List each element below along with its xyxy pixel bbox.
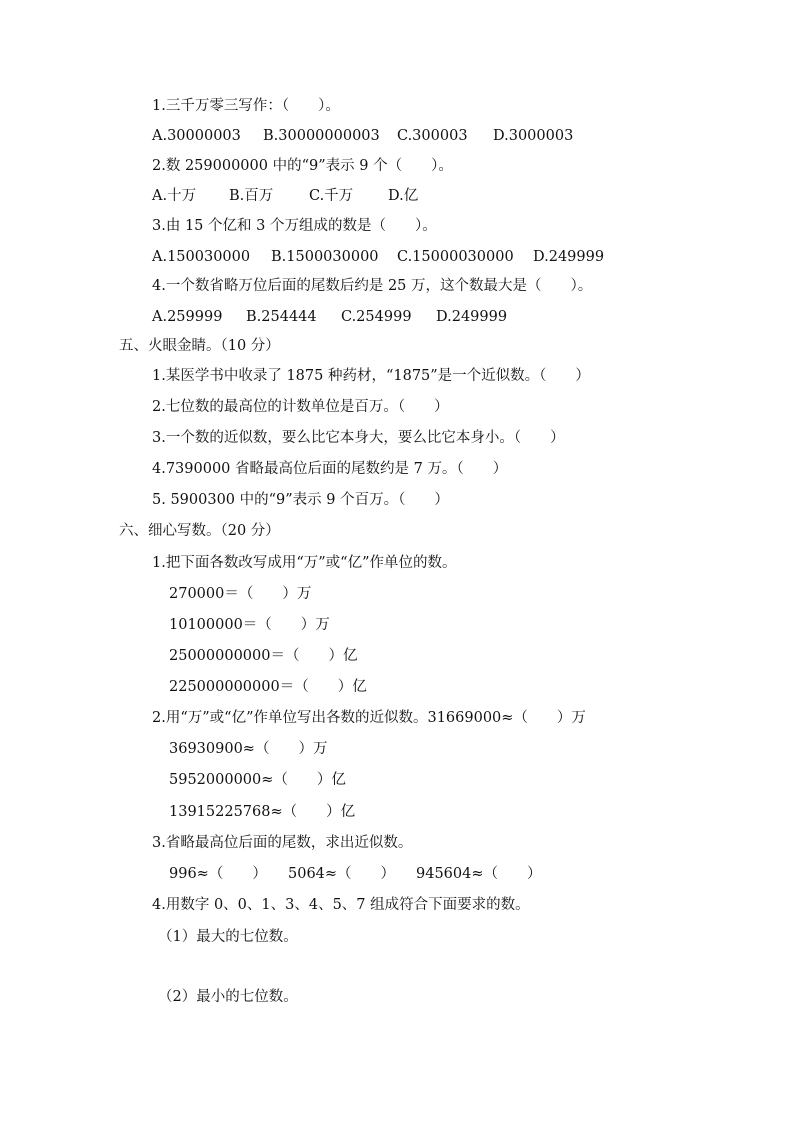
q5-3: 3.一个数的近似数，要么比它本身大，要么比它本身小。（ ） — [152, 430, 565, 446]
q6-2-item: 5952000000≈（ ）亿 — [169, 772, 346, 788]
q4-2-option-c: C.千万 — [309, 188, 354, 204]
q6-3-stem: 3.省略最高位后面的尾数，求出近似数。 — [152, 835, 413, 851]
q5-2: 2.七位数的最高位的计数单位是百万。（ ） — [152, 399, 449, 415]
q6-2-stem: 2.用“万”或“亿”作单位写出各数的近似数。31669000≈（ ）万 — [152, 710, 586, 726]
q4-2-option-a: A.十万 — [152, 188, 197, 204]
section6-heading: 六、细心写数。（20 分） — [119, 523, 280, 539]
q6-2-item: 36930900≈（ ）万 — [169, 741, 328, 757]
q6-1-item: 225000000000＝（ ）亿 — [169, 679, 367, 695]
q5-4: 4.7390000 省略最高位后面的尾数约是 7 万。（ ） — [152, 461, 508, 477]
q6-1-stem: 1.把下面各数改写成用“万”或“亿”作单位的数。 — [152, 555, 457, 571]
q4-3-option-a: A.150030000 — [152, 249, 251, 265]
q6-3-item: 945604≈（ ） — [416, 866, 542, 882]
q4-3-option-b: B.1500030000 — [271, 249, 379, 265]
q5-5: 5. 5900300 中的“9”表示 9 个百万。（ ） — [152, 492, 449, 508]
q6-1-item: 10100000＝（ ）万 — [169, 617, 330, 633]
q6-3-item: 996≈（ ） — [169, 866, 267, 882]
q4-2-stem: 2.数 259000000 中的“9”表示 9 个（ ）。 — [152, 158, 453, 174]
q4-4-options — [152, 307, 512, 327]
q4-4-option-d: D.249999 — [436, 309, 508, 325]
q4-1-option-d: D.3000003 — [493, 128, 574, 144]
q4-3-stem: 3.由 15 个亿和 3 个万组成的数是（ ）。 — [152, 218, 437, 234]
q4-1-option-c: C.300003 — [397, 128, 468, 144]
q4-3-option-c: C.15000030000 — [397, 249, 514, 265]
q4-1-option-a: A.30000003 — [152, 128, 241, 144]
q6-1-item: 270000＝（ ）万 — [169, 586, 312, 602]
q6-4-sub-2: （2）最小的七位数。 — [158, 989, 298, 1005]
q4-1-option-b: B.30000000003 — [263, 128, 380, 144]
q6-4-stem: 4.用数字 0、0、1、3、4、5、7 组成符合下面要求的数。 — [152, 897, 530, 913]
section5-heading: 五、火眼金睛。（10 分） — [119, 338, 280, 354]
q4-2-option-b: B.百万 — [229, 188, 274, 204]
q6-3-items — [169, 864, 549, 884]
q6-4-sub-1: （1）最大的七位数。 — [158, 929, 298, 945]
q4-1-stem: 1.三千万零三写作：（ ）。 — [152, 98, 340, 114]
q6-2-item: 13915225768≈（ ）亿 — [169, 804, 356, 820]
q4-3-option-d: D.249999 — [533, 249, 605, 265]
q4-2-option-d: D.亿 — [388, 188, 419, 204]
q4-3-options — [152, 247, 612, 267]
q6-1-item: 25000000000＝（ ）亿 — [169, 648, 358, 664]
q6-3-item: 5064≈（ ） — [288, 866, 396, 882]
q4-4-option-b: B.254444 — [246, 309, 317, 325]
q5-1: 1.某医学书中收录了 1875 种药材，“1875”是一个近似数。（ ） — [152, 368, 590, 384]
q4-4-option-a: A.259999 — [152, 309, 223, 325]
q4-4-stem: 4.一个数省略万位后面的尾数后约是 25 万，这个数最大是（ ）。 — [152, 278, 593, 294]
q4-4-option-c: C.254999 — [341, 309, 412, 325]
q4-1-options — [152, 126, 572, 146]
q4-2-options — [152, 186, 452, 206]
